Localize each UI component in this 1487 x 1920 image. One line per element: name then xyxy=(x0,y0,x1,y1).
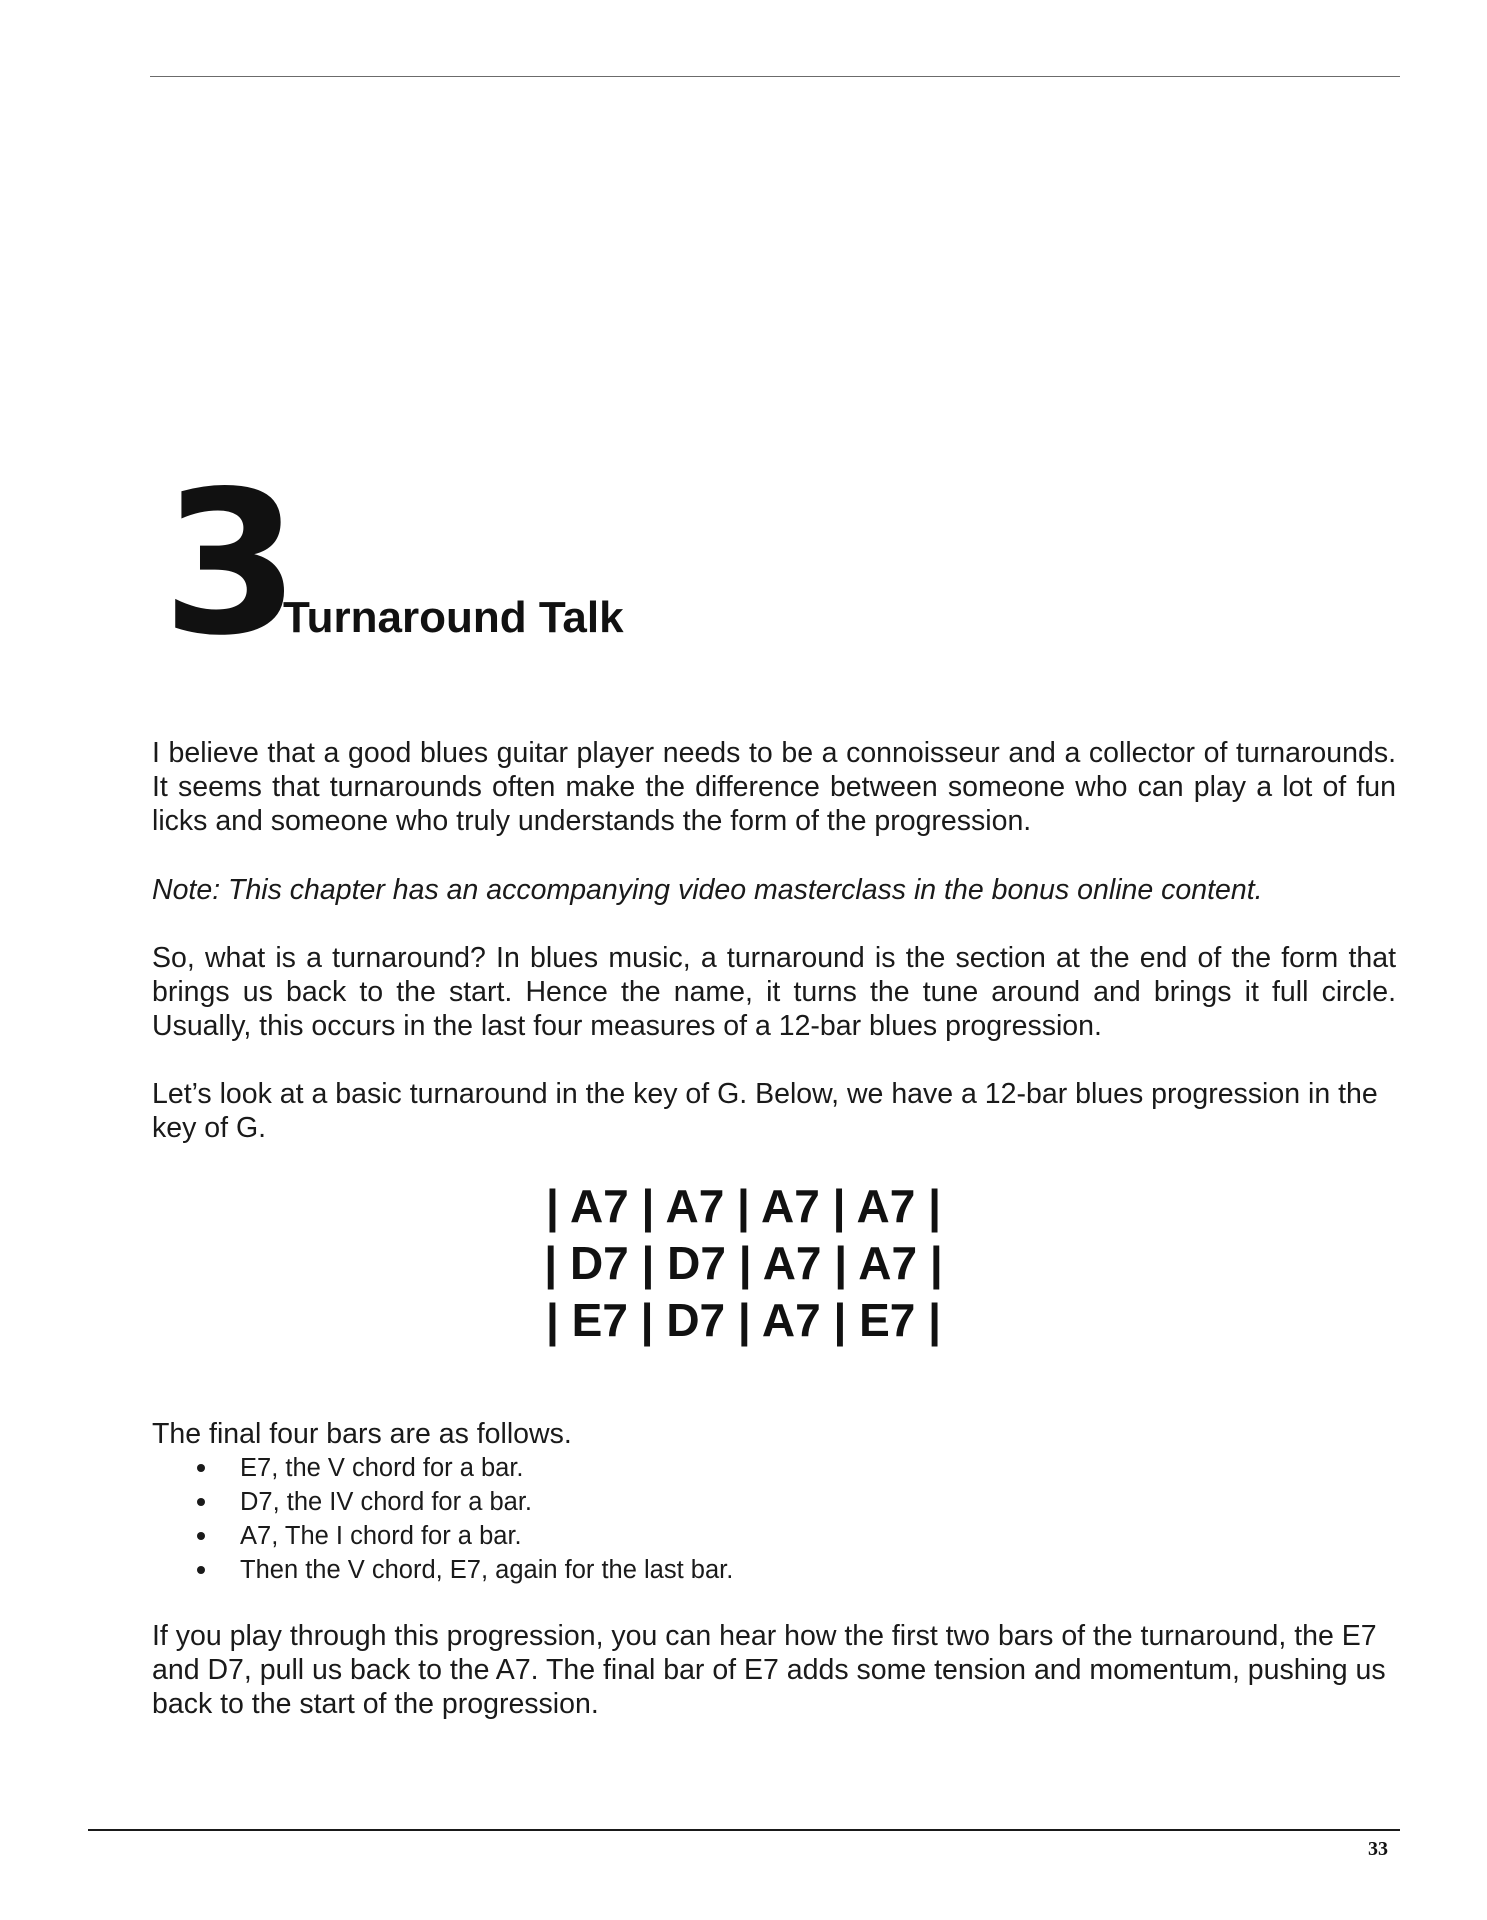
list-item xyxy=(190,1485,733,1519)
list-item xyxy=(190,1519,733,1553)
progression-row: | D7 | D7 | A7 | A7 | xyxy=(544,1237,943,1289)
chapter-title: Turnaround Talk xyxy=(283,593,624,642)
chord-progression xyxy=(0,1178,1487,1349)
list-item xyxy=(190,1451,733,1485)
chapter-number: 3 xyxy=(162,448,296,679)
bullet-icon xyxy=(197,1498,205,1506)
conclusion-paragraph: If you play through this progression, you can hear how the first two bars of the turnaround, the E7 and D7, pull us back to the A7. The final bar of E7 adds some tension and momentum, pushing us back to the start of the progression. xyxy=(152,1620,1386,1720)
example-intro-paragraph: Let’s look at a basic turnaround in the key of G. Below, we have a 12-bar blues progression in the key of G. xyxy=(152,1078,1378,1144)
progression-row: | E7 | D7 | A7 | E7 | xyxy=(545,1294,942,1346)
intro-paragraph: I believe that a good blues guitar player needs to be a connoisseur and a collector of turnarounds. It seems that turnarounds often make the difference between someone who can play a lot of fun licks and someone who truly understands the form of the progression. xyxy=(152,737,1396,837)
footer-rule xyxy=(88,1829,1400,1831)
final-bars-list xyxy=(190,1451,733,1587)
bullet-icon xyxy=(197,1566,205,1574)
final-bars-intro: The final four bars are as follows. xyxy=(152,1418,572,1450)
progression-row: | A7 | A7 | A7 | A7 | xyxy=(546,1180,941,1232)
bullet-icon xyxy=(197,1464,205,1472)
list-item xyxy=(190,1553,733,1587)
video-note: Note: This chapter has an accompanying video masterclass in the bonus online content. xyxy=(152,874,1263,906)
list-item-text: A7, The I chord for a bar. xyxy=(240,1522,522,1550)
header-rule xyxy=(150,76,1400,77)
bullet-icon xyxy=(197,1532,205,1540)
list-item-text: Then the V chord, E7, again for the last bar. xyxy=(240,1556,734,1584)
page-number: 33 xyxy=(1368,1838,1388,1860)
list-item-text: D7, the IV chord for a bar. xyxy=(240,1488,532,1516)
definition-paragraph: So, what is a turnaround? In blues music, a turnaround is the section at the end of the form that brings us back to the start. Hence the name, it turns the tune around and brings it full circle. Usually, this occurs in the last four measures of a 12-bar blues progression. xyxy=(152,942,1396,1042)
list-item-text: E7, the V chord for a bar. xyxy=(240,1454,524,1482)
